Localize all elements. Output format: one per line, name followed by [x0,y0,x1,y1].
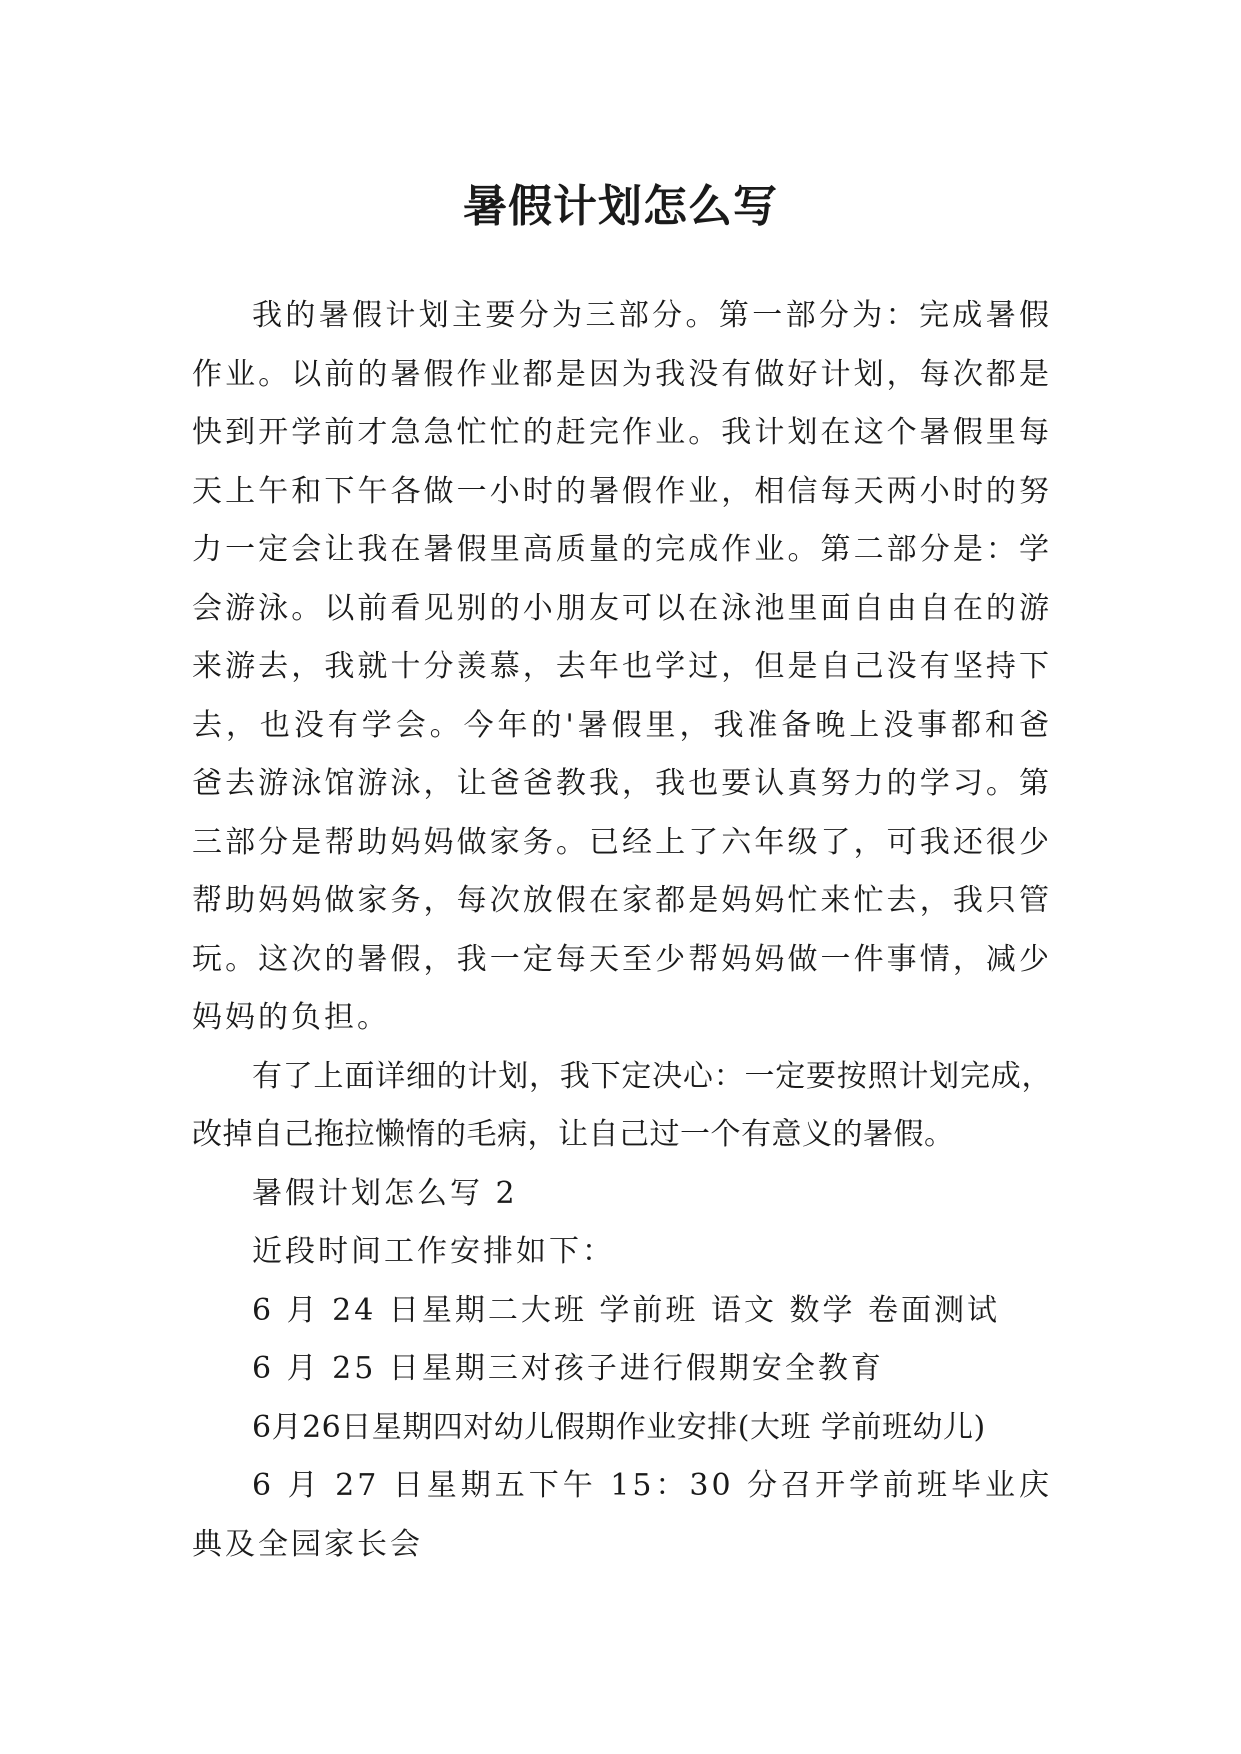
paragraph-resolution: 有了上面详细的计划，我下定决心：一定要按照计划完成，改掉自己拖拉懒惰的毛病，让自己过一个有意义的暑假。 [192,1058,1052,1152]
schedule-item-june-24: 6 月 24 日星期二大班 学前班 语文 数学 卷面测试 [252,1292,1001,1328]
paragraph-subtitle-2: 暑假计划怎么写 2 [252,1175,518,1211]
paragraph-schedule-intro: 近段时间工作安排如下： [252,1234,615,1269]
document-title: 暑假计划怎么写 [463,181,778,233]
document-body [192,287,1052,1574]
schedule-item-june-27: 6 月 27 日星期五下午 15：30 分召开学前班毕业庆典及全园家长会 [192,1468,1052,1562]
paragraph-summer-plan: 我的暑假计划主要分为三部分。第一部分为：完成暑假作业。以前的暑假作业都是因为我没有做好计划，每次都是快到开学前才急急忙忙的赶完作业。我计划在这个暑假里每天上午和下午各做一小时的暑假作业，相信每天两小时的努力一定会让我在暑假里高质量的完成作业。第二部分是：学会游泳。以前看见别的小朋友可以在泳池里面自由自在的游来游去，我就十分羡慕，去年也学过，但是自己没有坚持下去，也没有学会。今年的'暑假里，我准备晚上没事都和爸爸去游泳馆游泳，让爸爸教我，我也要认真努力的学习。第三部分是帮助妈妈做家务。已经上了六年级了，可我还很少帮助妈妈做家务，每次放假在家都是妈妈忙来忙去，我只管玩。这次的暑假，我一定每天至少帮妈妈做一件事情，减少妈妈的负担。 [192,298,1052,1035]
schedule-item-june-25: 6 月 25 日星期三对孩子进行假期安全教育 [252,1351,884,1386]
schedule-item-june-26: 6月26日星期四对幼儿假期作业安排(大班 学前班幼儿) [252,1409,986,1445]
